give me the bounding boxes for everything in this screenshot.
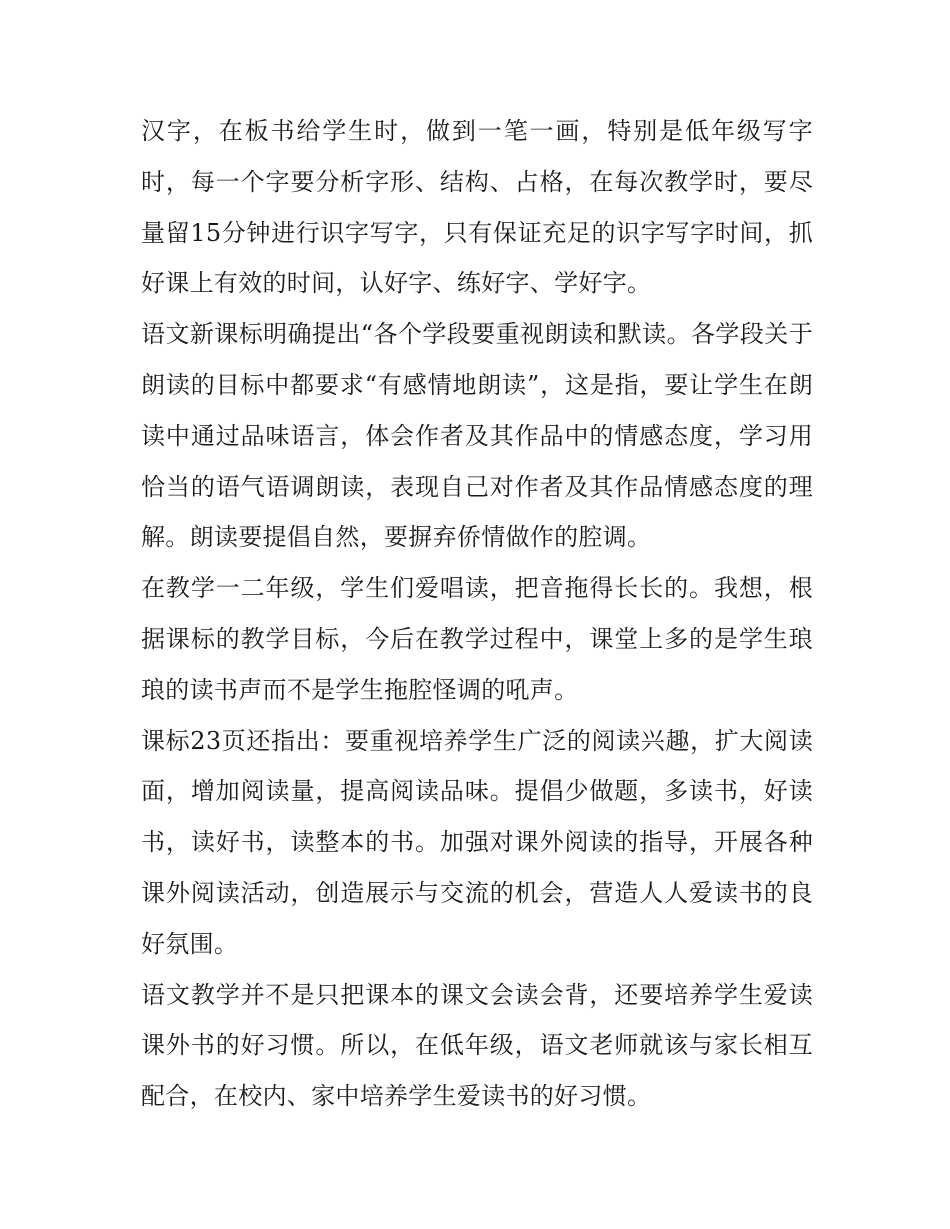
document-body [141,106,813,1122]
paragraph-3: 在教学一二年级，学生们爱唱读，把音拖得长长的。我想，根据课标的教学目标，今后在教学过程中，课堂上多的是学生琅琅的读书声而不是学生拖腔怪调的吼声。 [141,574,813,704]
paragraph-1: 汉字，在板书给学生时，做到一笔一画，特别是低年级写字时，每一个字要分析字形、结构、占格，在每次教学时，要尽量留15分钟进行识字写字，只有保证充足的识字写字时间，抓好课上有效的时间，认好字、练好字、学好字。 [141,117,813,298]
paragraph-4: 课标23页还指出：要重视培养学生广泛的阅读兴趣，扩大阅读面，增加阅读量，提高阅读品味。提倡少做题，多读书，好读书，读好书，读整本的书。加强对课外阅读的指导，开展各种课外阅读活动，创造展示与交流的机会，营造人人爱读书的良好氛围。 [141,726,813,958]
paragraph-5: 语文教学并不是只把课本的课文会读会背，还要培养学生爱读课外书的好习惯。所以，在低年级，语文老师就该与家长相互配合，在校内、家中培养学生爱读书的好习惯。 [141,980,813,1111]
paragraph-2: 语文新课标明确提出“各个学段要重视朗读和默读。各学段关于朗读的目标中都要求“有感情地朗读”，这是指，要让学生在朗读中通过品味语言，体会作者及其作品中的情感态度，学习用恰当的语气语调朗读，表现自己对作者及其作品情感态度的理解。朗读要提倡自然，要摒弃侨情做作的腔调。 [141,320,813,552]
